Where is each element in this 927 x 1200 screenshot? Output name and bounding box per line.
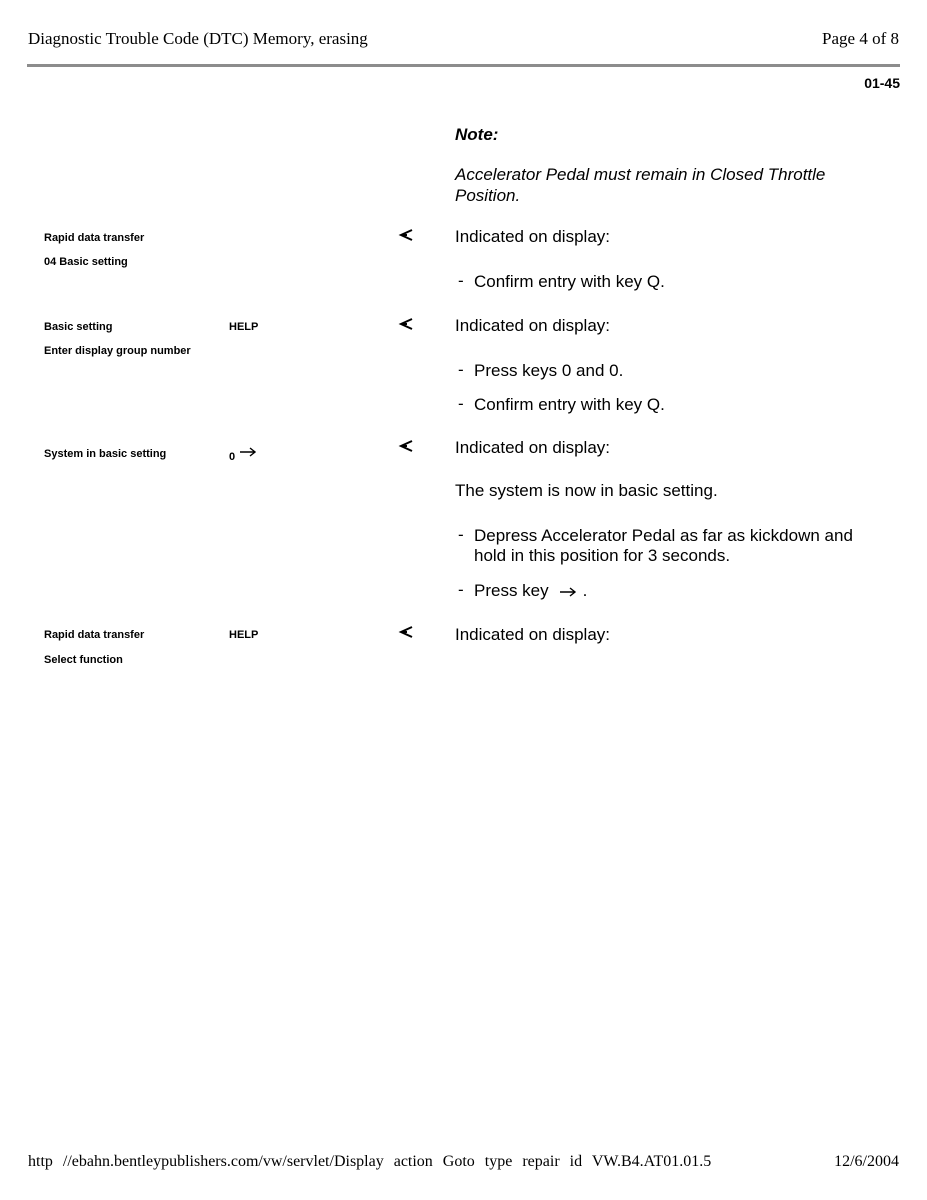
press-key-text: Press key (474, 581, 549, 600)
indicated-on-display: Indicated on display: (455, 316, 610, 335)
display-line1: Rapid data transfer (44, 629, 145, 641)
display-pointer-icon (398, 625, 414, 639)
display-line2: 04 Basic setting (44, 256, 128, 268)
note-text-line2: Position. (455, 186, 521, 205)
display-pointer-icon (398, 439, 414, 453)
bullet-dash: - (458, 271, 464, 290)
instruction-text: Confirm entry with key Q. (474, 272, 665, 291)
indicated-on-display: Indicated on display: (455, 625, 610, 644)
instruction-text: Press keys 0 and 0. (474, 361, 624, 380)
right-arrow-icon (239, 447, 257, 457)
display-line1: System in basic setting (44, 448, 167, 460)
header-divider (27, 64, 900, 67)
display-line1: Basic setting (44, 321, 113, 333)
display-help: HELP (229, 629, 259, 641)
display-pointer-icon (398, 228, 414, 242)
document-title: Diagnostic Trouble Code (DTC) Memory, erasing (28, 29, 368, 48)
bullet-dash: - (458, 360, 464, 379)
instruction-text-line2: hold in this position for 3 seconds. (474, 546, 731, 565)
bullet-dash: - (458, 580, 464, 599)
footer-url[interactable]: http //ebahn.bentleypublishers.com/vw/servlet/Display action Goto type repair id VW.B4.AT01.01.5 (28, 1153, 712, 1170)
display-line2: Select function (44, 654, 123, 666)
press-key-instruction (474, 580, 587, 601)
status-statement: The system is now in basic setting. (455, 481, 718, 500)
display-pointer-icon (398, 317, 414, 331)
display-line2: Enter display group number (44, 345, 191, 357)
display-help: HELP (229, 321, 259, 333)
display-zero: 0 (229, 451, 236, 463)
press-key-period: . (582, 581, 588, 600)
bullet-dash: - (458, 525, 464, 544)
note-label: Note: (455, 125, 499, 144)
right-arrow-icon (559, 587, 577, 597)
bullet-dash: - (458, 394, 464, 413)
section-code: 01-45 (864, 75, 900, 91)
footer-date: 12/6/2004 (834, 1153, 899, 1170)
instruction-text-line1: Depress Accelerator Pedal as far as kickdown and (474, 526, 853, 545)
page-number: Page 4 of 8 (822, 29, 899, 48)
display-line1: Rapid data transfer (44, 232, 145, 244)
instruction-text: Confirm entry with key Q. (474, 395, 665, 414)
note-text-line1: Accelerator Pedal must remain in Closed Throttle (455, 165, 826, 184)
indicated-on-display: Indicated on display: (455, 227, 610, 246)
indicated-on-display: Indicated on display: (455, 438, 610, 457)
